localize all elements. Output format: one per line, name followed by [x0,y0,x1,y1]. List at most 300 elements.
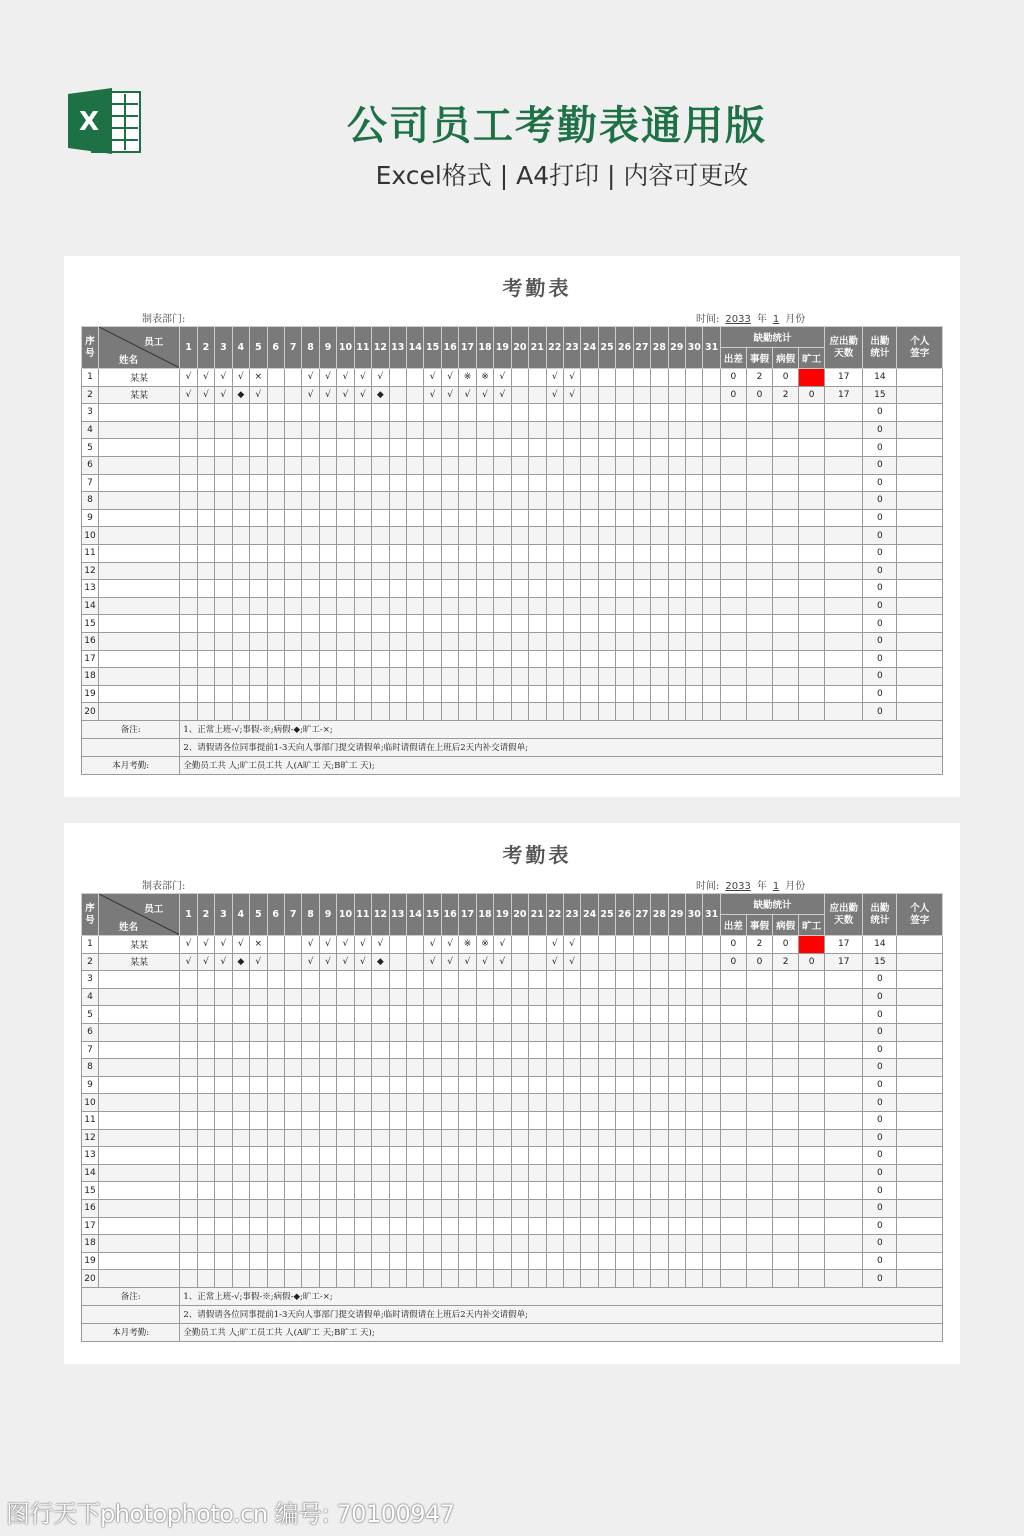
day-cell[interactable] [616,1006,633,1024]
employee-name-cell[interactable] [99,1111,180,1129]
day-cell[interactable] [302,421,319,439]
day-cell[interactable] [284,509,301,527]
day-cell[interactable] [668,509,685,527]
day-cell[interactable] [424,509,441,527]
day-cell[interactable] [319,988,336,1006]
signature-cell[interactable] [897,1217,943,1235]
day-cell[interactable] [616,1129,633,1147]
day-cell[interactable] [476,562,493,580]
day-cell[interactable] [494,1199,511,1217]
day-cell[interactable] [703,685,720,703]
day-cell[interactable] [267,1182,284,1200]
day-cell[interactable] [250,562,267,580]
day-cell[interactable] [511,580,528,598]
day-cell[interactable] [197,1129,214,1147]
day-cell[interactable] [459,668,476,686]
day-cell[interactable] [546,474,563,492]
day-cell[interactable] [511,971,528,989]
day-cell[interactable] [337,456,354,474]
day-cell[interactable] [633,632,650,650]
day-cell[interactable] [215,456,232,474]
day-cell[interactable] [633,1182,650,1200]
day-cell[interactable] [494,1059,511,1077]
sick-count-cell[interactable] [773,492,799,510]
day-cell[interactable] [459,474,476,492]
employee-name-cell[interactable] [99,597,180,615]
day-cell[interactable] [354,562,371,580]
day-cell[interactable] [633,1041,650,1059]
employee-name-cell[interactable] [99,1023,180,1041]
day-cell[interactable]: √ [424,369,441,387]
day-cell[interactable] [686,386,703,404]
day-cell[interactable] [494,1023,511,1041]
leave-count-cell[interactable]: 2 [746,369,772,387]
day-cell[interactable] [407,1129,424,1147]
day-cell[interactable] [180,456,197,474]
day-cell[interactable] [232,650,249,668]
day-cell[interactable] [616,597,633,615]
day-cell[interactable] [337,1076,354,1094]
trip-count-cell[interactable] [720,1041,746,1059]
day-cell[interactable] [668,668,685,686]
day-cell[interactable]: √ [546,936,563,954]
day-cell[interactable] [180,668,197,686]
day-cell[interactable] [354,988,371,1006]
day-cell[interactable] [494,474,511,492]
day-cell[interactable] [215,615,232,633]
day-cell[interactable] [250,527,267,545]
day-cell[interactable] [703,369,720,387]
day-cell[interactable] [686,597,703,615]
day-cell[interactable] [389,1199,406,1217]
day-cell[interactable] [441,1147,458,1165]
day-cell[interactable]: √ [319,386,336,404]
day-cell[interactable] [215,439,232,457]
day-cell[interactable] [267,953,284,971]
day-cell[interactable] [651,1023,668,1041]
leave-count-cell[interactable] [746,404,772,422]
day-cell[interactable] [424,1041,441,1059]
day-cell[interactable] [598,668,615,686]
day-cell[interactable] [686,1129,703,1147]
leave-count-cell[interactable] [746,1111,772,1129]
day-cell[interactable] [232,1252,249,1270]
day-cell[interactable] [267,1059,284,1077]
day-cell[interactable] [563,562,580,580]
day-cell[interactable] [598,562,615,580]
day-cell[interactable] [232,544,249,562]
day-cell[interactable] [441,421,458,439]
day-cell[interactable] [598,421,615,439]
leave-count-cell[interactable] [746,1023,772,1041]
day-cell[interactable] [441,703,458,721]
day-cell[interactable] [703,988,720,1006]
day-cell[interactable] [494,1041,511,1059]
day-cell[interactable] [529,953,546,971]
day-cell[interactable] [250,971,267,989]
day-cell[interactable] [529,580,546,598]
leave-count-cell[interactable] [746,1094,772,1112]
day-cell[interactable] [511,404,528,422]
signature-cell[interactable] [897,936,943,954]
day-cell[interactable] [424,1182,441,1200]
leave-count-cell[interactable]: 2 [746,936,772,954]
day-cell[interactable] [511,421,528,439]
day-cell[interactable] [250,1235,267,1253]
day-cell[interactable] [372,439,389,457]
day-cell[interactable] [616,703,633,721]
day-cell[interactable] [476,1147,493,1165]
day-cell[interactable] [197,1217,214,1235]
day-cell[interactable] [668,1147,685,1165]
day-cell[interactable] [459,615,476,633]
absent-count-cell[interactable] [799,1129,825,1147]
day-cell[interactable] [616,953,633,971]
day-cell[interactable] [250,456,267,474]
day-cell[interactable]: √ [424,936,441,954]
day-cell[interactable] [302,580,319,598]
day-cell[interactable] [319,421,336,439]
day-cell[interactable] [703,703,720,721]
day-cell[interactable] [581,1006,598,1024]
day-cell[interactable] [197,1252,214,1270]
day-cell[interactable] [337,1164,354,1182]
day-cell[interactable]: ※ [476,369,493,387]
day-cell[interactable] [546,1199,563,1217]
day-cell[interactable] [284,936,301,954]
day-cell[interactable] [232,971,249,989]
day-cell[interactable] [197,668,214,686]
trip-count-cell[interactable] [720,615,746,633]
signature-cell[interactable] [897,1182,943,1200]
day-cell[interactable] [546,527,563,545]
day-cell[interactable] [424,1059,441,1077]
day-cell[interactable] [494,988,511,1006]
day-cell[interactable] [511,1023,528,1041]
day-cell[interactable] [703,668,720,686]
day-cell[interactable] [441,597,458,615]
day-cell[interactable] [546,492,563,510]
day-cell[interactable] [389,1252,406,1270]
day-cell[interactable] [703,562,720,580]
day-cell[interactable] [563,1235,580,1253]
day-cell[interactable] [581,1182,598,1200]
day-cell[interactable] [389,1023,406,1041]
day-cell[interactable] [686,1217,703,1235]
day-cell[interactable] [563,703,580,721]
day-cell[interactable] [511,615,528,633]
signature-cell[interactable] [897,1094,943,1112]
day-cell[interactable] [546,597,563,615]
day-cell[interactable] [476,668,493,686]
day-cell[interactable] [284,632,301,650]
day-cell[interactable] [668,1235,685,1253]
day-cell[interactable] [563,1094,580,1112]
day-cell[interactable] [407,492,424,510]
employee-name-cell[interactable] [99,1129,180,1147]
day-cell[interactable] [215,492,232,510]
day-cell[interactable] [250,1270,267,1288]
day-cell[interactable] [441,971,458,989]
day-cell[interactable] [267,1217,284,1235]
day-cell[interactable] [389,1006,406,1024]
day-cell[interactable] [232,703,249,721]
day-cell[interactable] [703,1023,720,1041]
day-cell[interactable] [215,597,232,615]
summary-text[interactable]: 全勤员工共 人;旷工员工共 人(A旷工 天;B旷工 天); [180,1323,943,1341]
day-cell[interactable]: √ [337,953,354,971]
day-cell[interactable] [337,668,354,686]
day-cell[interactable] [284,580,301,598]
leave-count-cell[interactable] [746,580,772,598]
day-cell[interactable] [215,1006,232,1024]
day-cell[interactable] [476,1111,493,1129]
day-cell[interactable] [703,1041,720,1059]
day-cell[interactable] [546,404,563,422]
day-cell[interactable] [302,474,319,492]
day-cell[interactable] [389,369,406,387]
day-cell[interactable]: √ [197,369,214,387]
day-cell[interactable] [302,1059,319,1077]
day-cell[interactable] [197,1076,214,1094]
trip-count-cell[interactable] [720,474,746,492]
day-cell[interactable] [703,650,720,668]
day-cell[interactable] [616,1023,633,1041]
leave-count-cell[interactable] [746,668,772,686]
day-cell[interactable] [633,1252,650,1270]
day-cell[interactable] [372,632,389,650]
day-cell[interactable] [319,562,336,580]
day-cell[interactable] [424,1199,441,1217]
day-cell[interactable] [441,1006,458,1024]
signature-cell[interactable] [897,1023,943,1041]
day-cell[interactable] [267,1023,284,1041]
day-cell[interactable] [250,1129,267,1147]
day-cell[interactable] [354,527,371,545]
day-cell[interactable] [232,685,249,703]
day-cell[interactable] [563,1059,580,1077]
day-cell[interactable] [494,1129,511,1147]
day-cell[interactable] [407,1041,424,1059]
leave-count-cell[interactable] [746,509,772,527]
absent-count-cell[interactable] [799,1182,825,1200]
day-cell[interactable] [598,1111,615,1129]
day-cell[interactable] [598,1235,615,1253]
day-cell[interactable] [284,544,301,562]
day-cell[interactable]: √ [302,953,319,971]
day-cell[interactable] [633,953,650,971]
day-cell[interactable] [354,474,371,492]
day-cell[interactable] [633,1111,650,1129]
day-cell[interactable] [302,404,319,422]
day-cell[interactable] [284,1199,301,1217]
day-cell[interactable] [633,386,650,404]
day-cell[interactable] [494,597,511,615]
day-cell[interactable] [459,404,476,422]
day-cell[interactable] [668,1164,685,1182]
day-cell[interactable] [511,562,528,580]
day-cell[interactable] [581,1217,598,1235]
day-cell[interactable] [407,988,424,1006]
day-cell[interactable] [563,544,580,562]
day-cell[interactable] [668,386,685,404]
day-cell[interactable] [232,1059,249,1077]
employee-name-cell[interactable] [99,492,180,510]
day-cell[interactable] [215,1252,232,1270]
day-cell[interactable] [476,988,493,1006]
signature-cell[interactable] [897,369,943,387]
day-cell[interactable] [302,988,319,1006]
day-cell[interactable] [215,988,232,1006]
day-cell[interactable] [407,936,424,954]
absent-count-cell[interactable] [799,668,825,686]
day-cell[interactable] [215,544,232,562]
leave-count-cell[interactable] [746,685,772,703]
day-cell[interactable] [319,1252,336,1270]
day-cell[interactable] [389,439,406,457]
day-cell[interactable] [703,632,720,650]
day-cell[interactable] [441,544,458,562]
day-cell[interactable]: √ [319,953,336,971]
day-cell[interactable] [546,456,563,474]
day-cell[interactable] [651,632,668,650]
day-cell[interactable] [529,971,546,989]
day-cell[interactable] [337,1111,354,1129]
day-cell[interactable] [407,1006,424,1024]
day-cell[interactable] [581,562,598,580]
day-cell[interactable] [180,1252,197,1270]
day-cell[interactable] [215,1129,232,1147]
day-cell[interactable] [563,1111,580,1129]
day-cell[interactable] [319,509,336,527]
day-cell[interactable]: √ [563,953,580,971]
day-cell[interactable] [616,1164,633,1182]
day-cell[interactable]: √ [424,953,441,971]
day-cell[interactable] [354,439,371,457]
day-cell[interactable] [494,492,511,510]
day-cell[interactable] [563,492,580,510]
absent-count-cell[interactable] [799,1006,825,1024]
day-cell[interactable] [302,1217,319,1235]
day-cell[interactable] [686,1041,703,1059]
day-cell[interactable] [302,668,319,686]
leave-count-cell[interactable] [746,544,772,562]
day-cell[interactable] [302,509,319,527]
day-cell[interactable] [633,456,650,474]
day-cell[interactable] [703,1252,720,1270]
absent-count-cell[interactable] [799,1199,825,1217]
day-cell[interactable] [703,421,720,439]
day-cell[interactable] [459,1076,476,1094]
day-cell[interactable] [337,1270,354,1288]
day-cell[interactable] [476,474,493,492]
day-cell[interactable] [494,527,511,545]
day-cell[interactable] [250,1217,267,1235]
day-cell[interactable] [459,1270,476,1288]
day-cell[interactable] [668,1076,685,1094]
employee-name-cell[interactable] [99,527,180,545]
day-cell[interactable] [581,1094,598,1112]
day-cell[interactable] [389,421,406,439]
day-cell[interactable] [389,1217,406,1235]
day-cell[interactable] [476,1023,493,1041]
day-cell[interactable] [180,1182,197,1200]
day-cell[interactable] [354,1252,371,1270]
day-cell[interactable] [581,1076,598,1094]
signature-cell[interactable] [897,456,943,474]
day-cell[interactable] [284,1059,301,1077]
day-cell[interactable] [651,936,668,954]
day-cell[interactable] [703,580,720,598]
leave-count-cell[interactable] [746,492,772,510]
day-cell[interactable] [267,421,284,439]
day-cell[interactable] [337,971,354,989]
day-cell[interactable] [284,971,301,989]
day-cell[interactable] [511,1252,528,1270]
day-cell[interactable]: ◆ [372,386,389,404]
day-cell[interactable] [267,544,284,562]
day-cell[interactable] [633,597,650,615]
day-cell[interactable] [668,685,685,703]
day-cell[interactable] [668,562,685,580]
day-cell[interactable] [337,650,354,668]
day-cell[interactable] [302,439,319,457]
day-cell[interactable] [372,988,389,1006]
day-cell[interactable] [494,971,511,989]
sick-count-cell[interactable] [773,1094,799,1112]
absent-count-cell[interactable] [799,1076,825,1094]
employee-name-cell[interactable] [99,685,180,703]
day-cell[interactable] [529,615,546,633]
day-cell[interactable] [546,562,563,580]
day-cell[interactable] [563,1252,580,1270]
day-cell[interactable] [407,474,424,492]
day-cell[interactable] [389,597,406,615]
day-cell[interactable] [337,1182,354,1200]
day-cell[interactable] [703,439,720,457]
day-cell[interactable] [459,988,476,1006]
day-cell[interactable] [407,1270,424,1288]
day-cell[interactable] [267,386,284,404]
day-cell[interactable] [686,1006,703,1024]
day-cell[interactable] [232,632,249,650]
day-cell[interactable] [180,632,197,650]
day-cell[interactable] [616,474,633,492]
day-cell[interactable] [616,685,633,703]
day-cell[interactable] [372,1235,389,1253]
day-cell[interactable] [267,650,284,668]
day-cell[interactable] [197,492,214,510]
day-cell[interactable] [529,1041,546,1059]
day-cell[interactable]: √ [302,369,319,387]
day-cell[interactable] [686,971,703,989]
day-cell[interactable] [424,988,441,1006]
leave-count-cell[interactable] [746,632,772,650]
day-cell[interactable] [546,1217,563,1235]
day-cell[interactable] [372,404,389,422]
day-cell[interactable] [529,1006,546,1024]
day-cell[interactable] [686,1094,703,1112]
trip-count-cell[interactable]: 0 [720,953,746,971]
day-cell[interactable] [372,1059,389,1077]
day-cell[interactable] [703,1199,720,1217]
day-cell[interactable] [476,685,493,703]
day-cell[interactable]: √ [441,936,458,954]
day-cell[interactable] [476,439,493,457]
day-cell[interactable] [354,1217,371,1235]
day-cell[interactable] [267,404,284,422]
day-cell[interactable] [319,1041,336,1059]
